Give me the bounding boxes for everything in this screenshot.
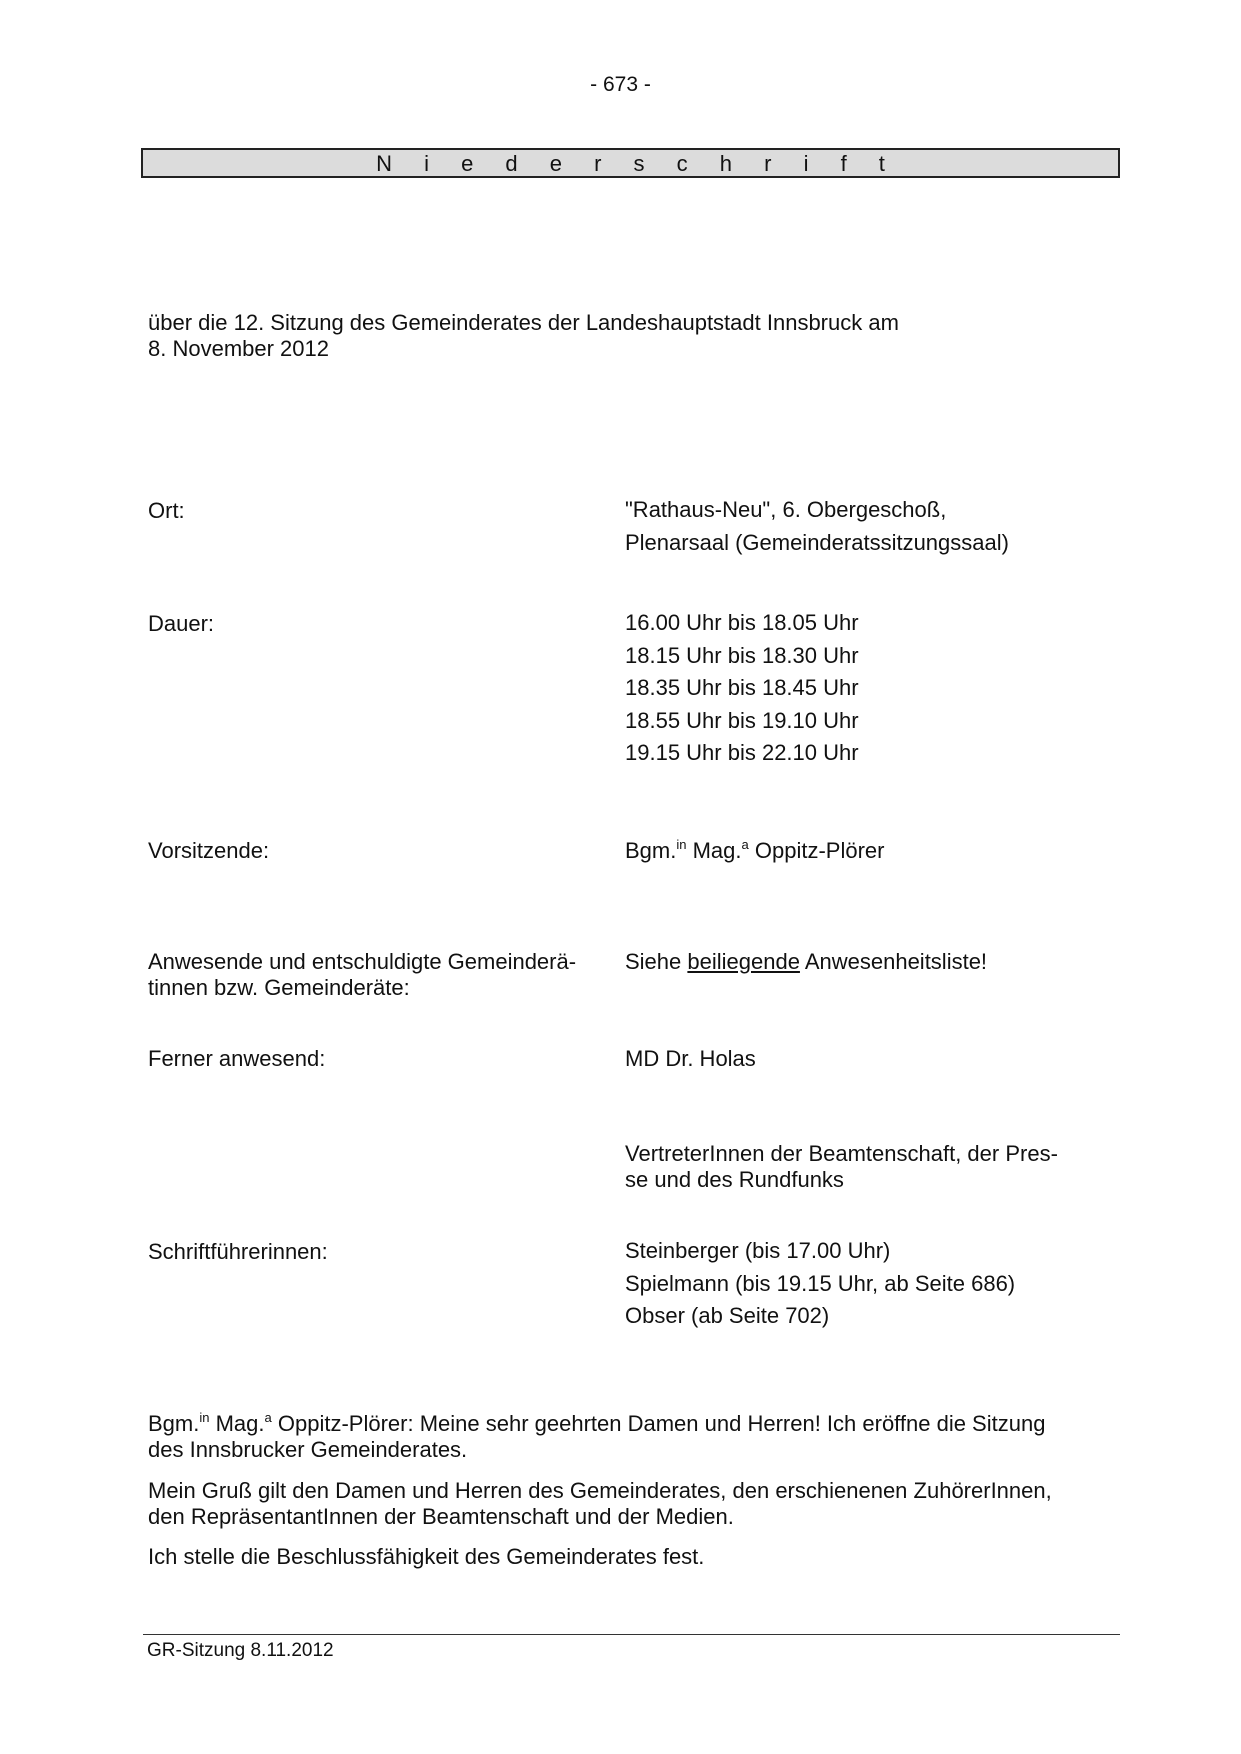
- dauer-line: 18.55 Uhr bis 19.10 Uhr: [625, 707, 859, 733]
- title-box: [141, 148, 1120, 178]
- speech-text: Meine sehr geehrten Damen und Herren! Ich eröffne die Sitzung: [413, 1411, 1046, 1436]
- ferner-extra: [625, 1141, 1058, 1193]
- schrift-value: [625, 1235, 1015, 1333]
- document-title: N i e d e r s c h r i f t: [376, 151, 898, 176]
- ferner-label: Ferner anwesend:: [148, 1046, 326, 1071]
- ferner-value: MD Dr. Holas: [625, 1046, 756, 1071]
- superscript: in: [199, 1409, 210, 1425]
- dauer-line: 18.15 Uhr bis 18.30 Uhr: [625, 642, 859, 668]
- anwesende-label: [148, 949, 576, 1001]
- vorsitz-value: [625, 838, 884, 864]
- label-line: Anwesende und entschuldigte Gemeinderä-: [148, 949, 577, 974]
- superscript: a: [264, 1409, 272, 1425]
- speech-line: den RepräsentantInnen der Beamtenschaft und der Medien.: [148, 1504, 734, 1529]
- value-text: Siehe: [625, 949, 688, 974]
- speech-line: des Innsbrucker Gemeinderates.: [148, 1437, 468, 1462]
- speech-line: Mein Gruß gilt den Damen und Herren des Gemeinderates, den erschienenen ZuhörerInnen,: [148, 1478, 1052, 1503]
- schrift-label: Schriftführerinnen:: [148, 1239, 328, 1264]
- footer-text: GR-Sitzung 8.11.2012: [147, 1640, 334, 1661]
- superscript: in: [676, 836, 687, 852]
- person-name: Oppitz-Plörer: [748, 838, 885, 863]
- speaker-title: Mag.: [209, 1411, 265, 1436]
- schrift-line: Spielmann (bis 19.15 Uhr, ab Seite 686): [625, 1270, 1016, 1296]
- intro-date: 8. November 2012: [148, 336, 329, 361]
- page-number: - 673 -: [590, 73, 651, 96]
- dauer-line: 19.15 Uhr bis 22.10 Uhr: [625, 740, 859, 765]
- value-text: Anwesenheitsliste!: [799, 949, 988, 974]
- dauer-label: Dauer:: [148, 611, 215, 636]
- ort-line: "Rathaus-Neu", 6. Obergeschoß,: [625, 497, 947, 522]
- dauer-line: 18.35 Uhr bis 18.45 Uhr: [625, 675, 859, 700]
- speaker-name: Oppitz-Plörer:: [271, 1411, 414, 1436]
- schrift-line: Steinberger (bis 17.00 Uhr): [625, 1238, 891, 1263]
- title-bgm: Bgm.: [625, 838, 677, 863]
- underlined-text: beiliegende: [687, 949, 800, 974]
- dauer-value: [625, 607, 859, 770]
- speaker-title: Bgm.: [148, 1411, 200, 1436]
- title-mag: Mag.: [686, 838, 742, 863]
- speech-paragraph-2: [148, 1478, 1052, 1530]
- schrift-line: Obser (ab Seite 702): [625, 1303, 830, 1328]
- superscript: a: [741, 836, 749, 852]
- ort-label: Ort:: [148, 498, 185, 523]
- speech-line: [148, 1411, 1045, 1437]
- label-line: tinnen bzw. Gemeinderäte:: [148, 975, 410, 1000]
- ort-line: Plenarsaal (Gemeinderatssitzungssaal): [625, 529, 1009, 555]
- dauer-line: 16.00 Uhr bis 18.05 Uhr: [625, 610, 859, 635]
- speech-paragraph-1: [148, 1411, 1045, 1463]
- footer-rule: [143, 1634, 1120, 1635]
- ort-value: [625, 494, 1009, 559]
- intro-paragraph: [148, 310, 899, 362]
- intro-line: über die 12. Sitzung des Gemeinderates der Landeshauptstadt Innsbruck am: [148, 310, 899, 335]
- extra-line: se und des Rundfunks: [625, 1167, 844, 1192]
- extra-line: VertreterInnen der Beamtenschaft, der Pres-: [625, 1141, 1058, 1166]
- vorsitz-label: Vorsitzende:: [148, 838, 270, 863]
- anwesende-value: [625, 949, 987, 975]
- speech-paragraph-3: Ich stelle die Beschlussfähigkeit des Gemeinderates fest.: [148, 1544, 705, 1569]
